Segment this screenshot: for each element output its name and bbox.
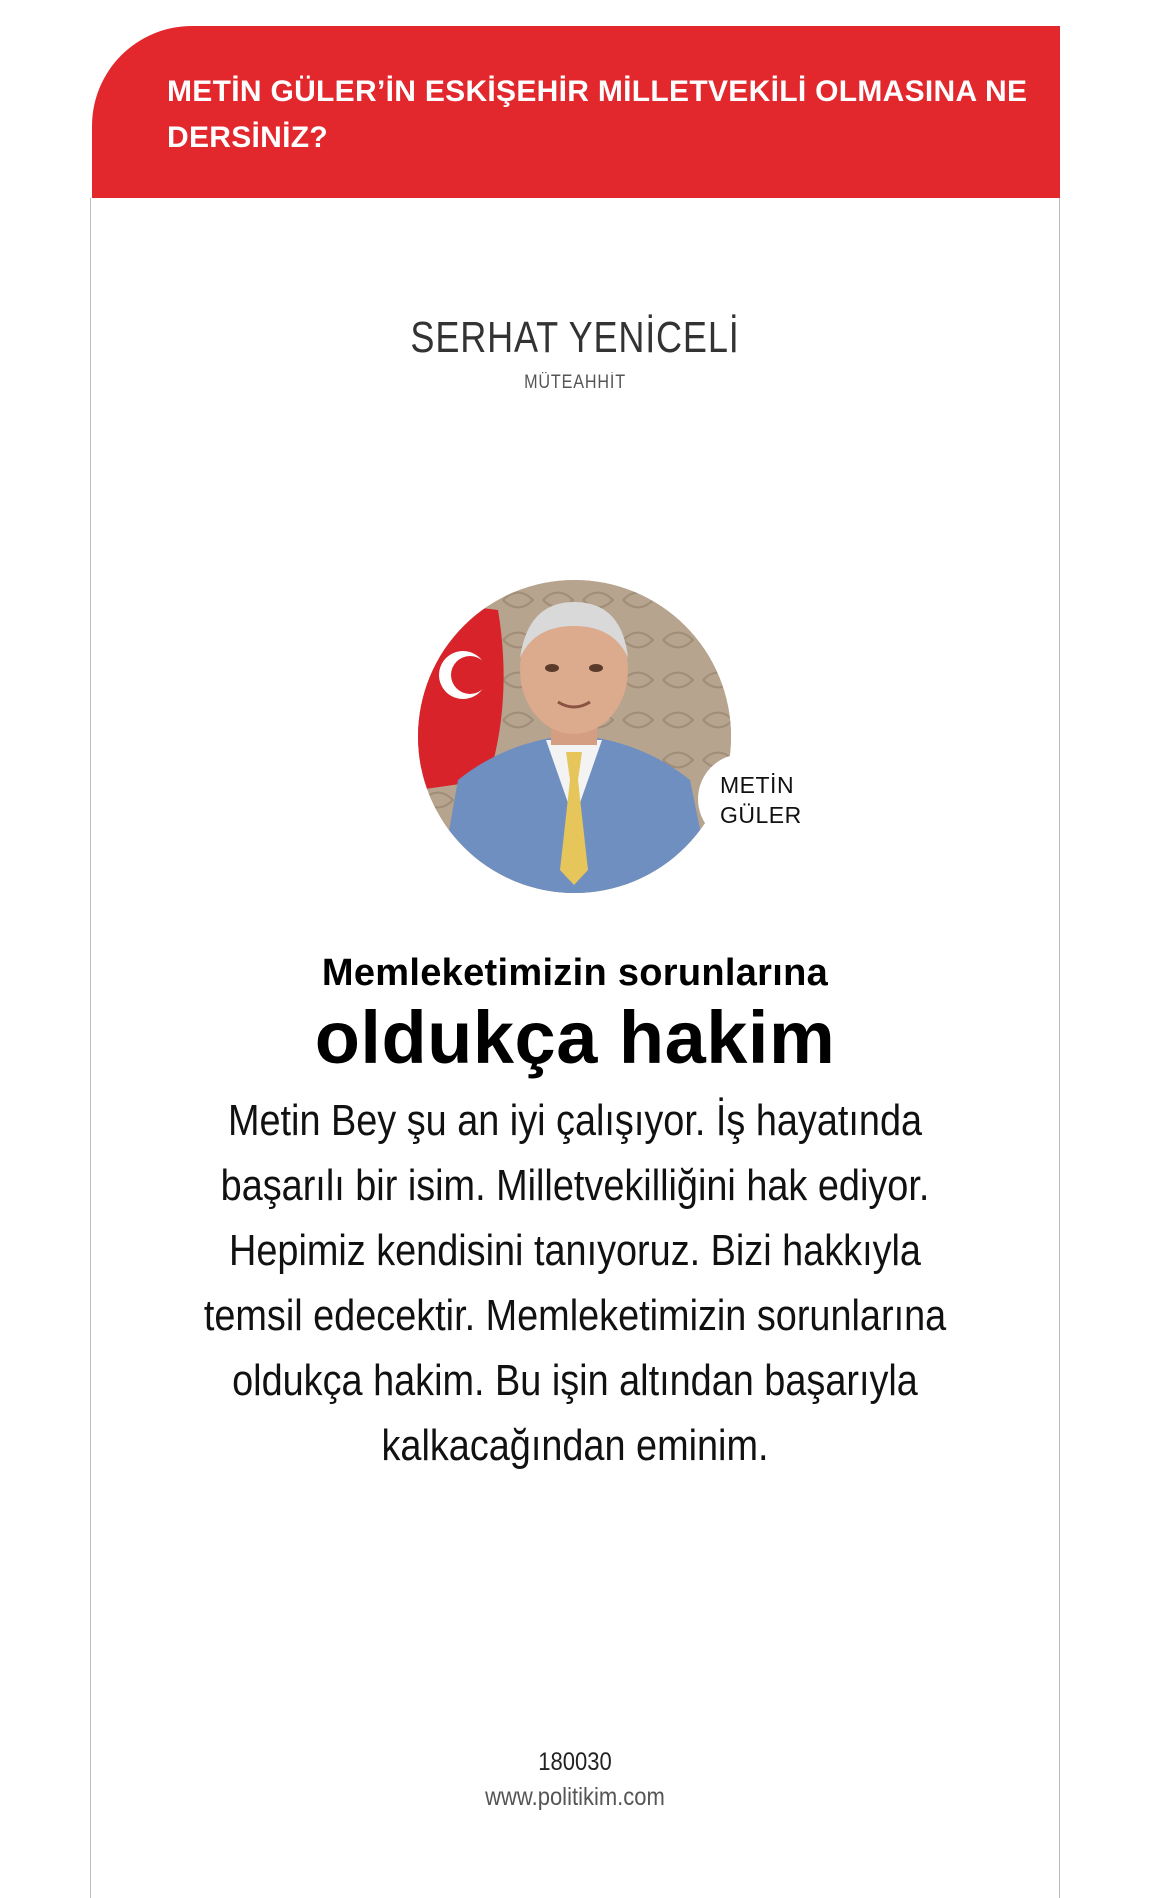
- author-name: SERHAT YENİCELİ: [410, 313, 740, 362]
- portrait-illustration: [418, 580, 731, 893]
- footer-url[interactable]: www.politikim.com: [485, 1783, 665, 1811]
- portrait-photo: [418, 580, 731, 893]
- photo-caption: [698, 754, 828, 844]
- header-banner: [92, 26, 1060, 198]
- author-role: MÜTEAHHİT: [524, 372, 626, 393]
- footer-code: 180030: [538, 1748, 612, 1776]
- headline-line1: Memleketimizin sorunlarına: [321, 952, 829, 994]
- banner-title: METİN GÜLER’İN ESKİŞEHİR MİLLETVEKİLİ OLMASINA NE DERSİNİZ?: [167, 75, 1028, 154]
- quote-body: Metin Bey şu an iyi çalışıyor. İş hayatında başarılı bir isim. Milletvekilliğini hak ediyor. Hepimiz kendisini tanıyoruz. Bizi hakkıyla temsil edecektir. Memleketimizin sorunlarına oldukça hakim. Bu işin altından başarıyla kalkacağından eminim.: [203, 1096, 947, 1470]
- photo-caption-text: METİN GÜLER: [720, 772, 802, 828]
- headline-line2: oldukça hakim: [314, 996, 836, 1079]
